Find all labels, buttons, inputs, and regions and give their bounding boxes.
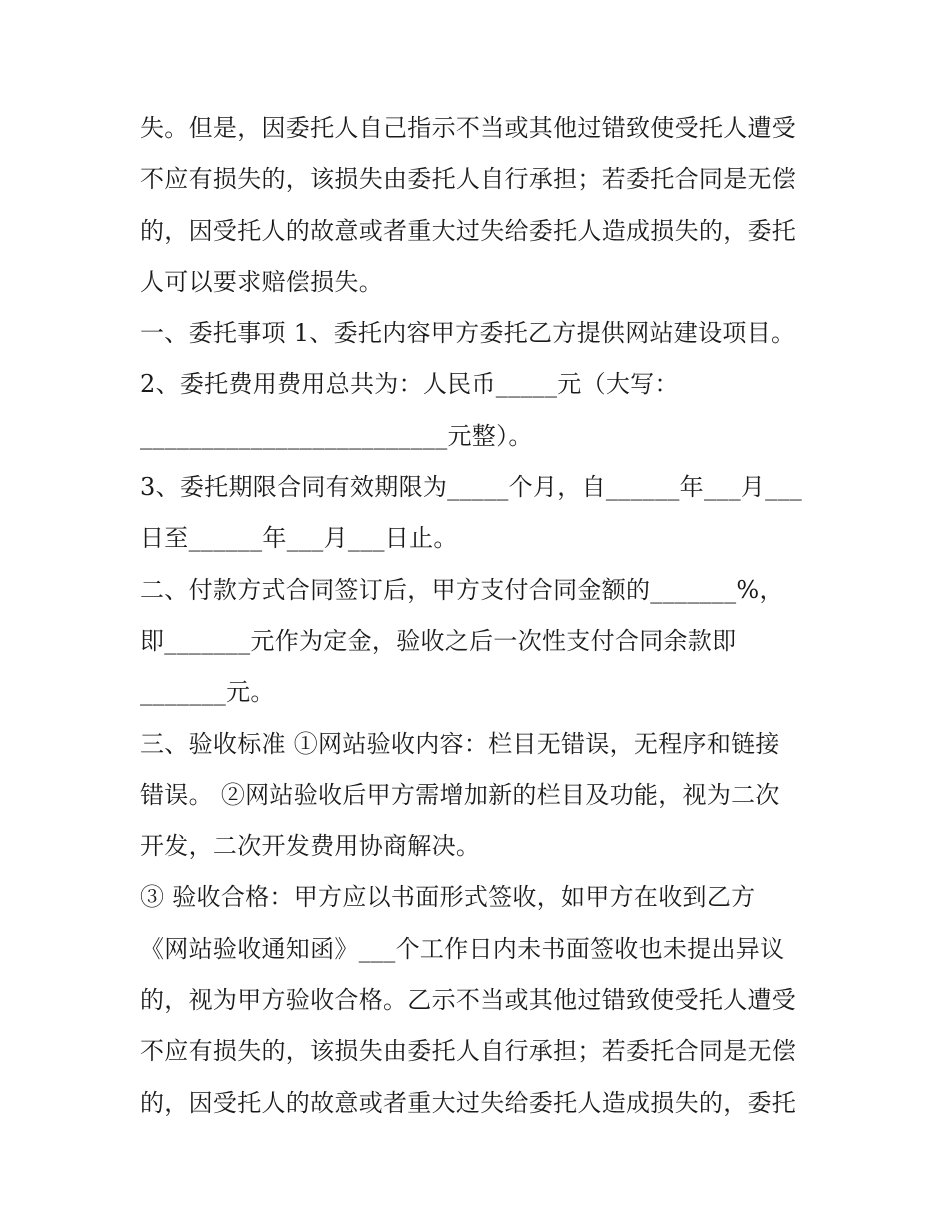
text-line-17: 《网站验收通知函》___个工作日内未书面签收也未提出异议: [140, 934, 785, 963]
text-line-18: 的，视为甲方验收合格。乙示不当或其他过错致使受托人遭受: [140, 986, 797, 1015]
text-line-6: 2、委托费用费用总共为：人民币_____元（大写：: [140, 370, 679, 399]
text-line-11: 即_______元作为定金，验收之后一次性支付合同余款即: [140, 626, 737, 655]
text-line-7: _________________________元整）。: [140, 421, 533, 450]
text-line-5: 一、委托事项 1、委托内容甲方委托乙方提供网站建设项目。: [140, 319, 796, 348]
contract-text: [140, 103, 830, 1129]
text-line-4: 人可以要求赔偿损失。: [140, 267, 383, 296]
text-line-1: 失。但是，因委托人自己指示不当或其他过错致使受托人遭受: [140, 114, 797, 142]
text-line-20: 的，因受托人的故意或者重大过失给委托人造成损失的，委托: [140, 1088, 797, 1117]
text-line-2: 不应有损失的，该损失由委托人自行承担；若委托合同是无偿: [140, 165, 797, 194]
text-line-3: 的，因受托人的故意或者重大过失给委托人造成损失的，委托: [140, 216, 797, 245]
text-line-16: ③ 验收合格：甲方应以书面形式签收，如甲方在收到乙方: [140, 883, 756, 912]
text-line-14: 错误。 ②网站验收后甲方需增加新的栏目及功能，视为二次: [140, 780, 780, 809]
text-line-15: 开发，二次开发费用协商解决。: [140, 832, 481, 861]
text-line-13: 三、验收标准 ①网站验收内容：栏目无错误，无程序和链接: [140, 729, 780, 758]
text-line-9: 日至______年___月___日止。: [140, 524, 458, 553]
text-line-12: _______元。: [140, 678, 275, 707]
text-line-19: 不应有损失的，该损失由委托人自行承担；若委托合同是无偿: [140, 1037, 797, 1066]
text-line-8: 3、委托期限合同有效期限为_____个月，自______年___月___: [140, 473, 803, 502]
text-line-10: 二、付款方式合同签订后，甲方支付合同金额的_______%，: [140, 575, 784, 604]
